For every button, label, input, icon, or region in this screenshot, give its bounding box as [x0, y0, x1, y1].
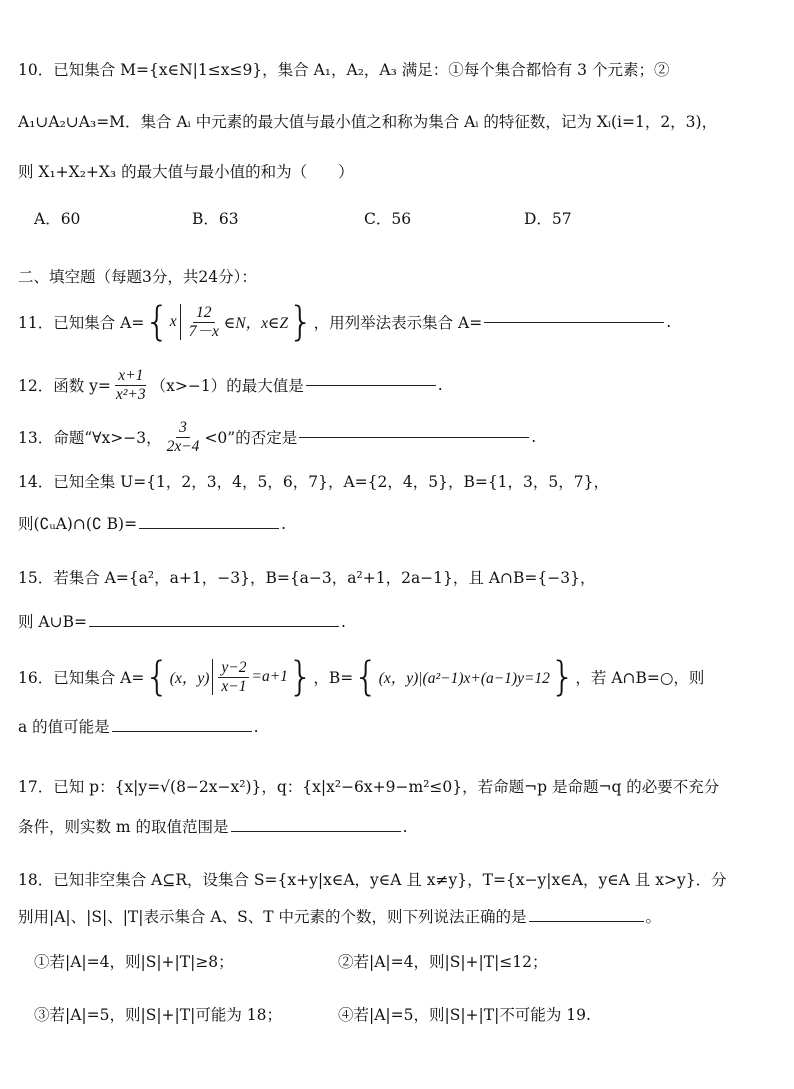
q16-line2-wrap — [18, 715, 794, 737]
q18-option-4: ④若|A|=5，则|S|+|T|不可能为 19. — [338, 1006, 591, 1024]
q18-option-3: ③若|A|=5，则|S|+|T|可能为 18； — [34, 1006, 282, 1024]
left-brace: { — [144, 299, 170, 345]
q17-line2-wrap — [18, 815, 794, 837]
q16 — [18, 652, 794, 702]
right-brace: } — [287, 654, 314, 700]
q13-fraction — [164, 419, 203, 456]
q12 — [18, 362, 794, 408]
q11-end: . — [666, 313, 672, 331]
q16-mid: ，B= — [313, 669, 354, 687]
q15-line1: 15．若集合 A={a²，a+1，−3}，B={a−3，a²+1，2a−1}，且 A∩B={−3}， — [18, 569, 596, 587]
q13-end: . — [531, 428, 537, 446]
q16-xy: (x，y) — [169, 670, 210, 687]
q14-answer-blank[interactable] — [139, 527, 279, 529]
q11-answer-blank[interactable] — [484, 321, 664, 323]
right-brace: } — [288, 299, 314, 345]
q15-answer-blank[interactable] — [89, 625, 339, 627]
q17-end: . — [402, 818, 408, 836]
q13-frac-top: 3 — [176, 419, 190, 438]
q10-option-d: D．57 — [524, 210, 572, 228]
q11-frac-top: 12 — [193, 304, 215, 323]
q13-answer-blank[interactable] — [299, 436, 529, 438]
q11-frac-bot: 7－x — [188, 322, 219, 340]
q16-fraction — [218, 659, 249, 696]
q17-line2: 条件，则实数 m 的取值范围是 — [18, 818, 229, 836]
q16-frac-top: y−2 — [218, 659, 249, 678]
q11 — [18, 298, 794, 346]
q12-frac-top: x+1 — [115, 367, 146, 386]
q14-line1: 14．已知全集 U={1，2，3，4，5，6，7}，A={2，4，5}，B={1，3，5，7}， — [18, 473, 609, 491]
q14-end: . — [281, 515, 287, 533]
section-title: 二、填空题（每题3分，共24分）： — [18, 268, 257, 286]
q10-option-c: C．56 — [364, 210, 412, 228]
q12-frac-bot: x²+3 — [115, 385, 146, 403]
q12-answer-blank[interactable] — [306, 384, 436, 386]
q16-line2: a 的值可能是 — [18, 718, 110, 736]
q15-line2: 则 A∪B= — [18, 613, 87, 631]
q15-end: . — [341, 613, 346, 631]
q11-suffix: ，用列举法表示集合 A= — [313, 314, 483, 332]
q13-suffix: <0”的否定是 — [204, 429, 298, 447]
q18-end: 。 — [645, 908, 662, 926]
q10-line3: 则 X₁+X₂+X₃ 的最大值与最小值的和为（ ） — [18, 163, 354, 181]
q12-suffix: （x>−1）的最大值是 — [150, 377, 304, 395]
q16-answer-blank[interactable] — [112, 730, 252, 732]
q16-prefix: 16．已知集合 A= — [18, 669, 145, 687]
q18-answer-blank[interactable] — [529, 920, 644, 922]
q16-frac-bot: x−1 — [221, 677, 247, 695]
q14-line2-wrap — [18, 512, 794, 534]
q18-line1: 18．已知非空集合 A⊆R，设集合 S={x+y|x∈A，y∈A 且 x≠y}，T={x−y|x∈A，y∈A 且 x>y}．分 — [18, 871, 727, 889]
q16-eq: =a+1 — [251, 668, 288, 685]
q10-line2: A₁∪A₂∪A₃=M．集合 Aᵢ 中元素的最大值与最小值之和称为集合 Aᵢ 的特征数，记为 Xᵢ(i=1，2，3)， — [18, 113, 718, 131]
q18-option-1: ①若|A|=4，则|S|+|T|≥8； — [34, 953, 234, 971]
q16-end: . — [253, 718, 259, 736]
q17-answer-blank[interactable] — [231, 830, 401, 832]
left-brace: { — [353, 654, 379, 700]
q13 — [18, 414, 794, 460]
q18-line2: 别用|A|、|S|、|T|表示集合 A、S、T 中元素的个数，则下列说法正确的是 — [18, 908, 527, 926]
right-brace: } — [549, 654, 576, 700]
q18-line2-wrap — [18, 905, 794, 927]
q17-line1: 17．已知 p：{x|y=√(8−2x−x²)}，q：{x|x²−6x+9−m²≤0}，若命题¬p 是命题¬q 的必要不充分 — [18, 778, 720, 796]
q14-line2: 则(∁ᵤA)∩(∁ B)= — [18, 515, 138, 533]
q12-fraction — [113, 367, 149, 404]
q13-frac-bot: 2x−4 — [166, 437, 200, 455]
q12-prefix: 12．函数 y= — [18, 377, 111, 395]
q10-line1: 10．已知集合 M={x∈N|1≤x≤9}，集合 A₁，A₂，A₃ 满足：①每个集合都恰有 3 个元素；② — [18, 61, 670, 79]
q11-fraction — [186, 304, 222, 341]
q16-suffix: ，若 A∩B=○，则 — [575, 669, 705, 687]
q18-option-2: ②若|A|=4，则|S|+|T|≤12； — [338, 953, 548, 971]
q12-end: . — [437, 376, 443, 394]
q13-prefix: 13．命题“∀x>−3， — [18, 429, 162, 447]
q10-option-b: B．63 — [192, 210, 239, 228]
set-bar — [180, 304, 181, 340]
q16-bset: (x，y)|(a²−1)x+(a−1)y=12 — [378, 670, 550, 687]
left-brace: { — [144, 654, 170, 700]
q15-line2-wrap — [18, 610, 794, 632]
q11-var: x — [169, 313, 177, 330]
q10-option-a: A．60 — [34, 210, 81, 228]
set-bar — [212, 659, 213, 695]
q11-prefix: 11．已知集合 A= — [18, 314, 145, 332]
q11-cond: ∈N，x∈Z — [223, 315, 289, 332]
